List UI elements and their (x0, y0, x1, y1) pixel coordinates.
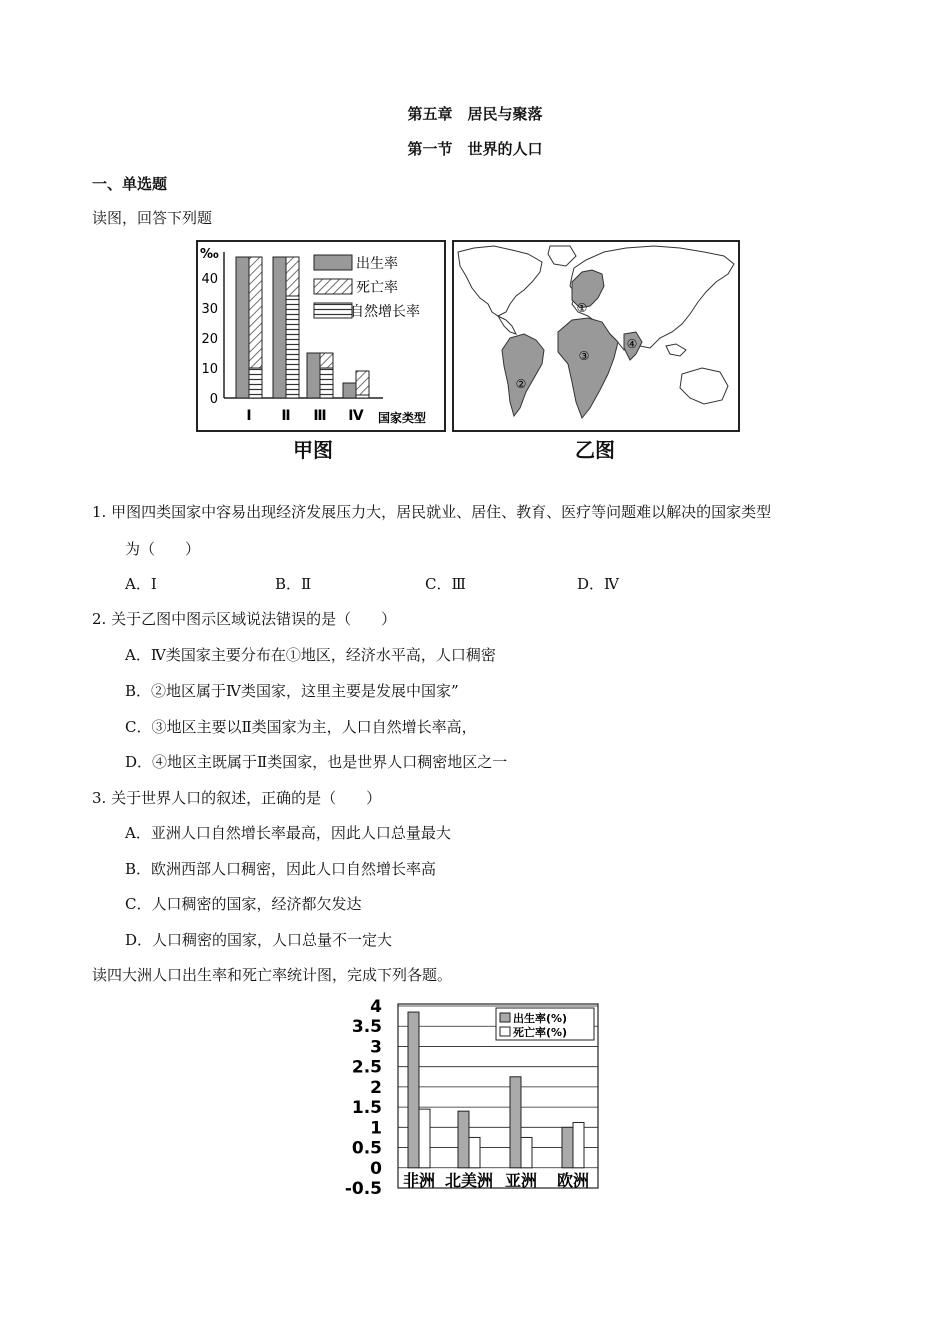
bar-natural-growth (356, 395, 369, 398)
question-number: 2. (92, 610, 107, 628)
q2-option-b[interactable]: B．②地区属于Ⅳ类国家，这里主要是发展中国家” (125, 682, 459, 700)
legend (496, 1008, 594, 1040)
q3-option-a[interactable]: A．亚洲人口自然增长率最高，因此人口总量最大 (125, 824, 451, 842)
q1-option-c[interactable]: C．Ⅲ (425, 575, 466, 593)
legend-label-death: 死亡率(%) (513, 1026, 568, 1039)
figure-1-caption: 甲图 (293, 438, 333, 462)
y-tick-label: 3.5 (351, 1017, 382, 1038)
bar-death-rate (521, 1137, 532, 1167)
y-tick-label: 30 (201, 302, 218, 317)
legend-swatch-death (500, 1027, 510, 1036)
q3-option-b[interactable]: B．欧洲西部人口稠密，因此人口自然增长率高 (125, 860, 437, 878)
q2-option-d[interactable]: D．④地区主既属于Ⅱ类国家，也是世界人口稠密地区之一 (125, 753, 508, 771)
question-1-stem-cont: 为（ ） (125, 540, 201, 558)
bar-birth-rate (307, 353, 320, 398)
legend-label-growth: 自然增长率 (350, 304, 420, 320)
north-america-shape (458, 246, 542, 316)
x-tick-label: Ⅱ (281, 408, 291, 424)
bar-birth-rate (510, 1077, 521, 1168)
marker-4: ④ (626, 337, 638, 351)
x-tick-label: 欧洲 (556, 1171, 590, 1190)
bar-birth-rate (343, 383, 356, 398)
marker-1: ① (576, 301, 588, 315)
y-tick-label: 40 (201, 272, 218, 287)
bar-birth-rate (236, 257, 249, 398)
question-stem: 关于世界人口的叙述，正确的是（ ） (111, 789, 382, 807)
y-tick-label: 1.5 (351, 1098, 382, 1119)
y-tick-label: -0.5 (344, 1179, 382, 1196)
bar-birth-rate (458, 1111, 469, 1168)
figure-3-chart (340, 996, 610, 1196)
greenland-shape (548, 246, 576, 266)
q2-option-a[interactable]: A．Ⅳ类国家主要分布在①地区，经济水平高，人口稠密 (125, 646, 496, 664)
y-tick-label: 20 (201, 332, 218, 347)
region-3-africa (558, 318, 618, 418)
y-tick-label: 2 (370, 1077, 382, 1098)
world-map (454, 242, 738, 430)
question-stem: 关于乙图中图示区域说法错误的是（ ） (111, 610, 397, 628)
figure-2-frame (452, 240, 740, 432)
x-tick-label: Ⅲ (313, 408, 327, 424)
bar-birth-rate (408, 1012, 419, 1168)
figure-2-caption: 乙图 (575, 438, 615, 462)
question-2 (92, 608, 396, 629)
q3-option-d[interactable]: D．人口稠密的国家，人口总量不一定大 (125, 931, 393, 949)
legend-label-death: 死亡率 (356, 280, 398, 296)
legend-swatch-birth (500, 1013, 510, 1022)
australia-shape (680, 368, 728, 404)
bar-natural-growth (320, 368, 333, 398)
region-2-south-america (502, 334, 544, 416)
x-tick-label: 北美洲 (444, 1171, 494, 1190)
question-3 (92, 787, 381, 808)
legend-label-birth: 出生率 (356, 256, 398, 272)
y-tick-label: 0 (370, 1158, 382, 1179)
question-1 (92, 501, 771, 522)
figure-1-frame (196, 240, 446, 432)
chapter-title: 第五章 居民与聚落 (407, 105, 543, 123)
question-number: 1. (92, 503, 107, 521)
part-heading: 一、单选题 (92, 175, 168, 193)
islands-shape (666, 344, 686, 356)
x-tick-label: Ⅳ (348, 408, 364, 424)
figure-3 (340, 996, 610, 1196)
y-tick-label: 4 (370, 997, 382, 1017)
question-stem: 甲图四类国家中容易出现经济发展压力大，居民就业、居住、教育、医疗等问题难以解决的国家类型 (111, 503, 772, 521)
bar-natural-growth (286, 296, 299, 398)
y-tick-label: 2.5 (351, 1057, 382, 1078)
legend (314, 255, 420, 320)
q1-option-b[interactable]: B．Ⅱ (275, 575, 312, 593)
x-axis-label: 国家类型 (378, 411, 427, 425)
y-tick-label: 0 (209, 392, 218, 407)
section-title: 第一节 世界的人口 (407, 140, 543, 158)
intro-text-1: 读图，回答下列题 (92, 209, 213, 227)
marker-3: ③ (578, 349, 590, 363)
bar-death-rate (469, 1137, 480, 1167)
x-tick-label: Ⅰ (246, 408, 252, 424)
marker-2: ② (515, 377, 527, 391)
question-number: 3. (92, 789, 107, 807)
legend-swatch-birth (314, 255, 352, 270)
y-tick-label: 3 (370, 1037, 382, 1058)
q2-option-c[interactable]: C．③地区主要以Ⅱ类国家为主，人口自然增长率高， (125, 718, 477, 736)
bar-death-rate (419, 1109, 430, 1168)
intro-text-2: 读四大洲人口出生率和死亡率统计图，完成下列各题。 (92, 966, 453, 984)
bar-death-rate (356, 371, 369, 398)
bar-birth-rate (273, 257, 286, 398)
legend-swatch-death (314, 279, 352, 294)
legend-label-birth: 出生率(%) (513, 1012, 568, 1025)
q1-option-d[interactable]: D．Ⅳ (577, 575, 620, 593)
figure-1-chart (198, 242, 444, 430)
bar-death-rate (573, 1122, 584, 1167)
x-tick-label: 亚洲 (504, 1171, 538, 1190)
y-tick-label: 10 (201, 362, 218, 377)
y-tick-label: 1 (370, 1118, 382, 1139)
q1-option-a[interactable]: A．Ⅰ (125, 575, 157, 593)
y-unit: ‰ (200, 247, 219, 262)
y-tick-label: 0.5 (351, 1138, 382, 1159)
bar-birth-rate (562, 1127, 573, 1167)
x-tick-label: 非洲 (402, 1171, 436, 1190)
bar-natural-growth (249, 368, 262, 398)
legend-swatch-growth (314, 303, 352, 318)
q3-option-c[interactable]: C．人口稠密的国家，经济都欠发达 (125, 895, 362, 913)
central-america-shape (498, 316, 516, 334)
